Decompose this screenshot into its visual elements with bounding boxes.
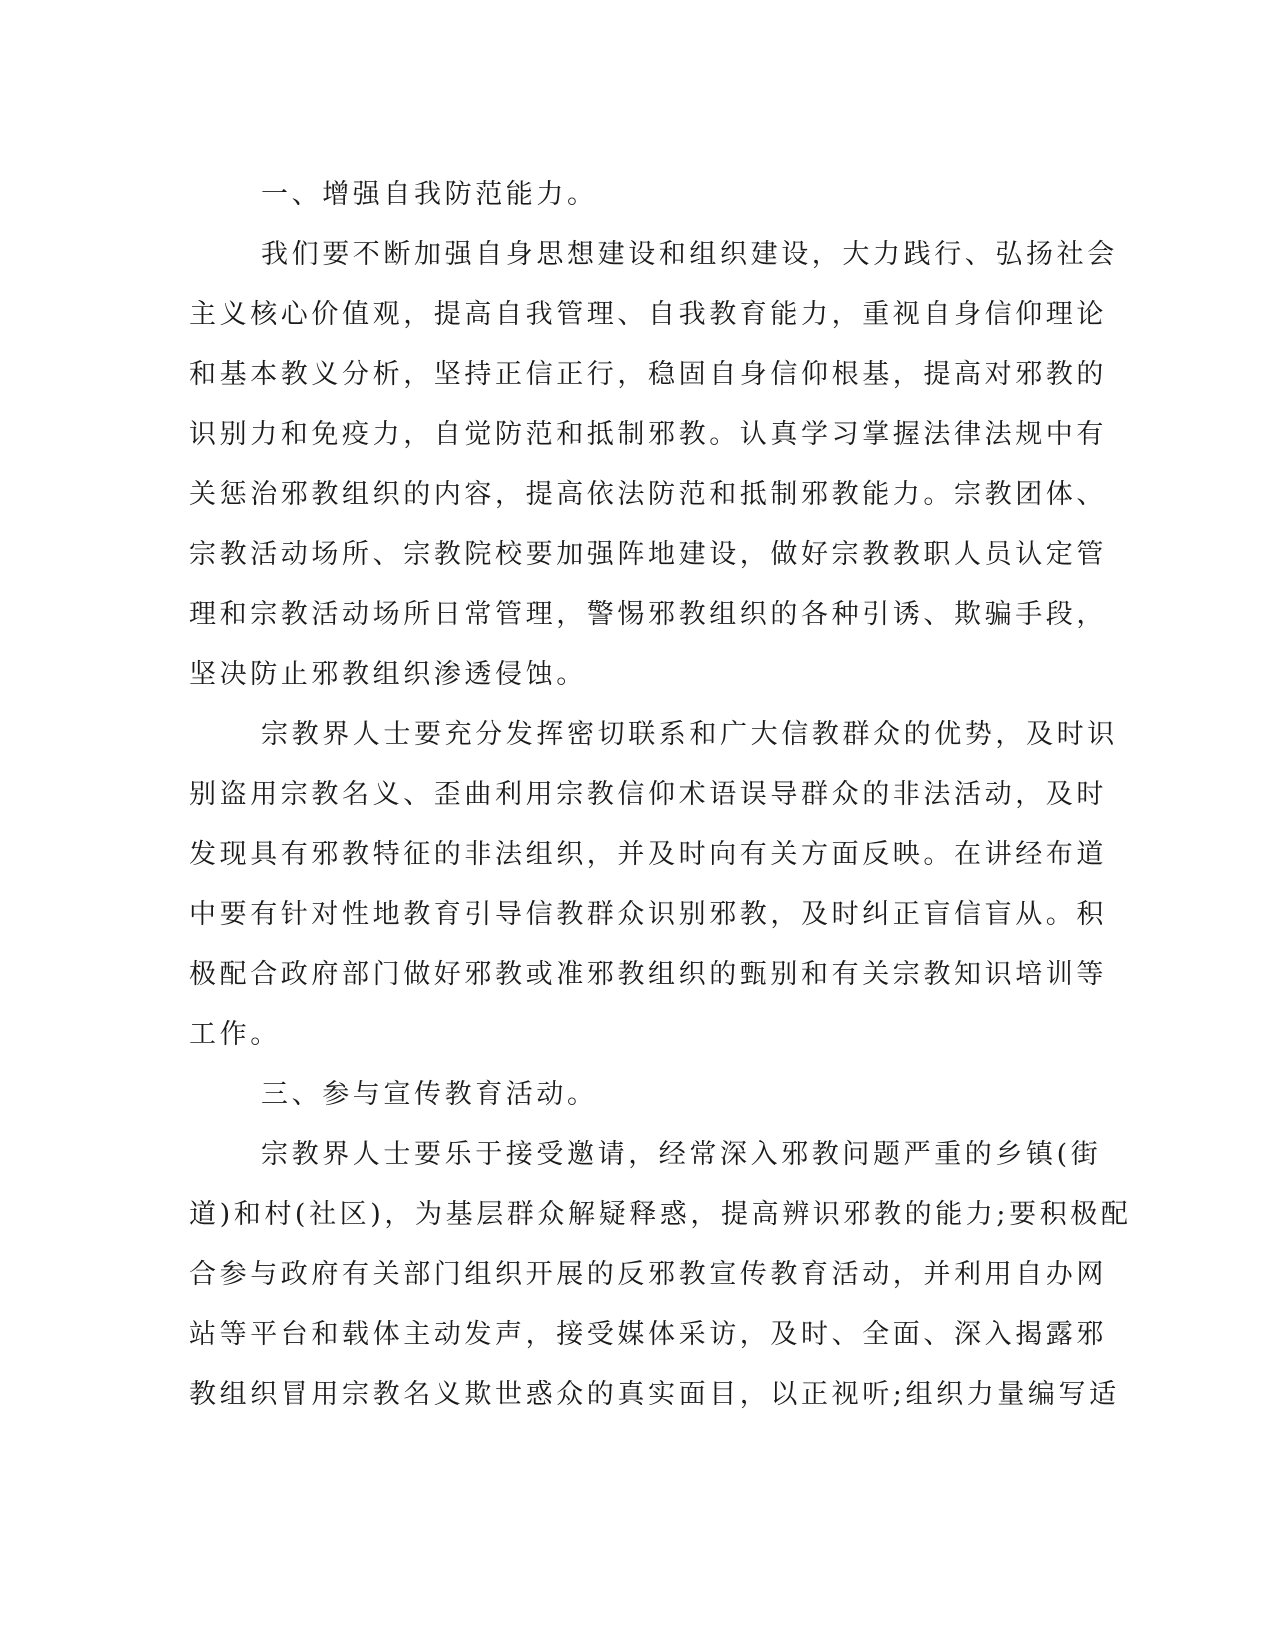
paragraph-line: 发现具有邪教特征的非法组织，并及时向有关方面反映。在讲经布道: [189, 839, 1107, 870]
paragraph-line: 我们要不断加强自身思想建设和组织建设，大力践行、弘扬社会: [261, 239, 1118, 270]
paragraph-line: 站等平台和载体主动发声，接受媒体采访，及时、全面、深入揭露邪: [189, 1319, 1107, 1350]
paragraph-line: 极配合政府部门做好邪教或准邪教组织的甄别和有关宗教知识培训等: [189, 959, 1107, 990]
paragraph-line: 别盗用宗教名义、歪曲利用宗教信仰术语误导群众的非法活动，及时: [189, 779, 1107, 810]
document-body: [189, 165, 1132, 1425]
paragraph-line: 教组织冒用宗教名义欺世惑众的真实面目，以正视听;组织力量编写适: [189, 1379, 1120, 1410]
paragraph-line: 工作。: [189, 1019, 281, 1050]
paragraph-line: 宗教界人士要充分发挥密切联系和广大信教群众的优势，及时识: [261, 719, 1118, 750]
paragraph-line: 主义核心价值观，提高自我管理、自我教育能力，重视自身信仰理论: [189, 299, 1107, 330]
section-heading-1: 一、增强自我防范能力。: [261, 179, 598, 210]
paragraph-line: 理和宗教活动场所日常管理，警惕邪教组织的各种引诱、欺骗手段，: [189, 599, 1107, 630]
paragraph-line: 关惩治邪教组织的内容，提高依法防范和抵制邪教能力。宗教团体、: [189, 479, 1107, 510]
paragraph-line: 坚决防止邪教组织渗透侵蚀。: [189, 659, 587, 690]
section-heading-3: 三、参与宣传教育活动。: [261, 1079, 598, 1110]
paragraph-line: 中要有针对性地教育引导信教群众识别邪教，及时纠正盲信盲从。积: [189, 899, 1107, 930]
paragraph-line: 宗教界人士要乐于接受邀请，经常深入邪教问题严重的乡镇(街: [261, 1139, 1102, 1170]
paragraph-line: 合参与政府有关部门组织开展的反邪教宣传教育活动，并利用自办网: [189, 1259, 1107, 1290]
paragraph-line: 道)和村(社区)，为基层群众解疑释惑，提高辨识邪教的能力;要积极配: [189, 1199, 1132, 1230]
paragraph-line: 识别力和免疫力，自觉防范和抵制邪教。认真学习掌握法律法规中有: [189, 419, 1107, 450]
paragraph-line: 宗教活动场所、宗教院校要加强阵地建设，做好宗教教职人员认定管: [189, 539, 1107, 570]
paragraph-line: 和基本教义分析，坚持正信正行，稳固自身信仰根基，提高对邪教的: [189, 359, 1107, 390]
